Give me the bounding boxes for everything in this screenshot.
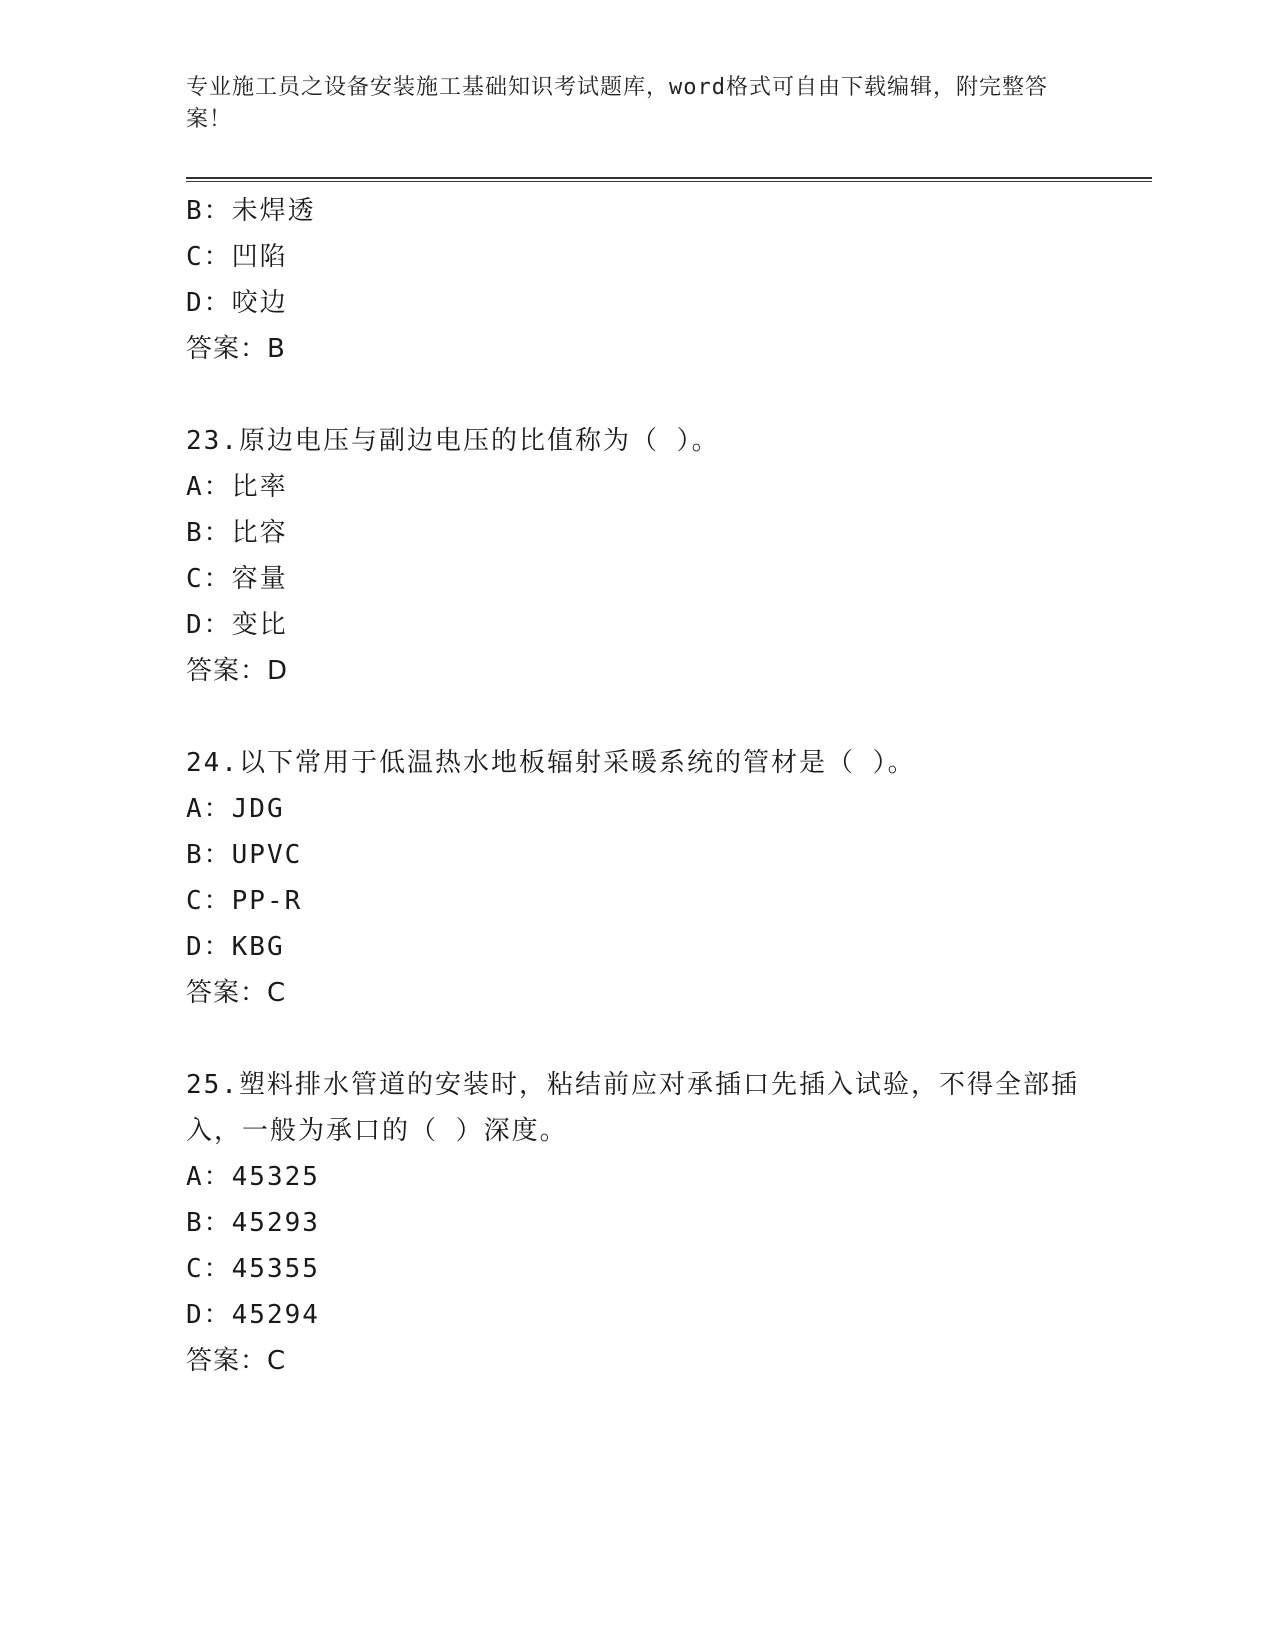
option-text: 比率 <box>231 472 288 502</box>
option-d <box>186 924 1086 970</box>
option-key: C： <box>186 242 232 272</box>
option-a <box>186 786 1086 832</box>
answer-line: 答案：C <box>186 978 287 1008</box>
option-text: 未焊透 <box>231 196 316 226</box>
option-key: B： <box>186 840 232 870</box>
option-key: D： <box>186 288 232 318</box>
option-text: 咬边 <box>231 288 288 318</box>
spacer <box>186 372 1086 418</box>
question-23 <box>186 418 1086 694</box>
answer-line: 答案：B <box>186 334 286 364</box>
option-text: 45293 <box>231 1208 320 1238</box>
option-text: UPVC <box>231 840 303 870</box>
question-25 <box>186 1062 1086 1384</box>
option-c <box>186 234 1086 280</box>
option-d <box>186 280 1086 326</box>
option-b <box>186 510 1086 556</box>
question-partial <box>186 188 1086 372</box>
answer-line: 答案：D <box>186 656 289 686</box>
option-text: 变比 <box>231 610 288 640</box>
option-d <box>186 1292 1086 1338</box>
option-d <box>186 602 1086 648</box>
option-b <box>186 832 1086 878</box>
option-key: B： <box>186 196 232 226</box>
option-key: D： <box>186 610 232 640</box>
question-text: 24.以下常用于低温热水地板辐射采暖系统的管材是（ ）。 <box>186 748 916 778</box>
option-key: B： <box>186 518 232 548</box>
option-text: KBG <box>231 932 285 962</box>
header-divider-thin <box>186 181 1152 182</box>
option-text: 凹陷 <box>231 242 288 272</box>
option-c <box>186 878 1086 924</box>
option-a <box>186 1154 1086 1200</box>
option-key: C： <box>186 886 232 916</box>
option-text: 45355 <box>231 1254 320 1284</box>
option-b <box>186 188 1086 234</box>
question-text: 25.塑料排水管道的安装时，粘结前应对承插口先插入试验，不得全部插入，一般为承口的（ ）深度。 <box>186 1070 1079 1146</box>
option-key: A： <box>186 1162 232 1192</box>
spacer <box>186 694 1086 740</box>
spacer <box>186 1016 1086 1062</box>
option-text: 容量 <box>231 564 288 594</box>
option-key: D： <box>186 1300 232 1330</box>
question-text: 23.原边电压与副边电压的比值称为（ ）。 <box>186 426 720 456</box>
option-text: PP-R <box>231 886 303 916</box>
option-text: 45325 <box>231 1162 320 1192</box>
option-text: JDG <box>231 794 285 824</box>
question-24 <box>186 740 1086 1016</box>
option-key: B： <box>186 1208 232 1238</box>
option-text: 比容 <box>231 518 288 548</box>
answer-line: 答案：C <box>186 1346 287 1376</box>
option-text: 45294 <box>231 1300 320 1330</box>
option-key: A： <box>186 472 232 502</box>
option-c <box>186 556 1086 602</box>
option-a <box>186 464 1086 510</box>
option-key: C： <box>186 1254 232 1284</box>
question-list <box>186 188 1086 1384</box>
option-c <box>186 1246 1086 1292</box>
option-key: C： <box>186 564 232 594</box>
header-divider-thick <box>186 177 1152 179</box>
option-key: D： <box>186 932 232 962</box>
option-key: A： <box>186 794 232 824</box>
document-header: 专业施工员之设备安装施工基础知识考试题库，word格式可自由下载编辑，附完整答案！ <box>186 75 1048 132</box>
option-b <box>186 1200 1086 1246</box>
